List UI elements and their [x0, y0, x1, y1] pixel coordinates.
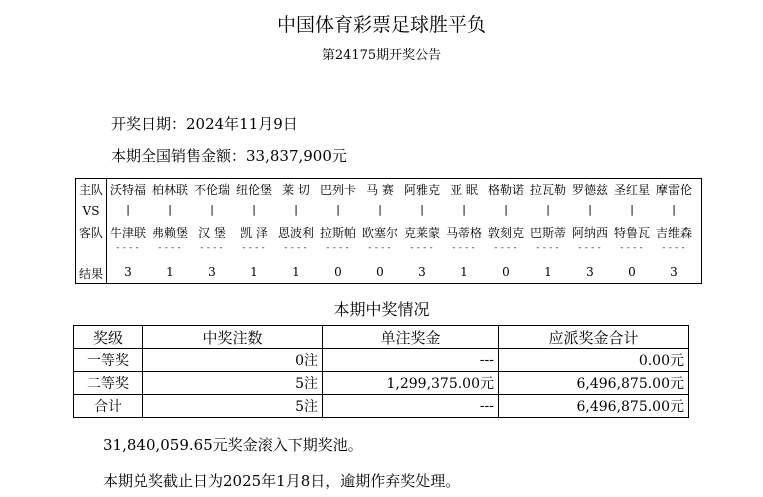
- sales-amount: 本期全国销售金额：33,837,900元: [111, 147, 347, 165]
- winner-count: 0注: [143, 349, 323, 372]
- match-table-header-column: [76, 179, 107, 283]
- match-result: 1: [250, 265, 258, 279]
- away-team: 汉 堡: [198, 226, 226, 240]
- separator-line: ----: [577, 243, 603, 253]
- match-column: [569, 179, 611, 283]
- match-column: [275, 179, 317, 283]
- home-team: 摩雷伦: [655, 183, 692, 197]
- home-team: 巴列卡: [319, 183, 356, 197]
- match-column: [401, 179, 443, 283]
- match-column: [233, 179, 275, 283]
- unit-prize: ---: [323, 395, 499, 418]
- match-result: 3: [124, 265, 132, 279]
- vs-separator: |: [502, 203, 510, 216]
- vs-separator: |: [544, 203, 552, 216]
- separator-line: ----: [325, 243, 351, 253]
- match-result: 0: [628, 265, 636, 279]
- issue-subtitle: 第24175期开奖公告: [321, 48, 442, 63]
- separator-line: ----: [367, 243, 393, 253]
- home-team: 柏林联: [151, 183, 188, 197]
- home-team: 马 赛: [366, 183, 394, 197]
- prize-level: 二等奖: [74, 372, 143, 395]
- vs-separator: |: [418, 203, 426, 216]
- winner-count: 5注: [143, 395, 323, 418]
- home-team: 亚 眠: [450, 183, 478, 197]
- match-column: [485, 179, 527, 283]
- draw-date: 开奖日期：2024年11月9日: [111, 115, 298, 133]
- separator-line: ----: [535, 243, 561, 253]
- separator-line: ----: [241, 243, 267, 253]
- match-column: [191, 179, 233, 283]
- separator-line: ----: [493, 243, 519, 253]
- unit-prize: ---: [323, 349, 499, 372]
- page-title: 中国体育彩票足球胜平负: [276, 14, 486, 36]
- separator-line: ----: [283, 243, 309, 253]
- header-count: 中奖注数: [143, 326, 323, 349]
- match-result: 1: [292, 265, 300, 279]
- match-column: [611, 179, 653, 283]
- prize-table-header: [74, 326, 689, 349]
- home-team: 圣红星: [613, 183, 650, 197]
- header-level: 奖级: [74, 326, 143, 349]
- total-prize: 0.00元: [499, 349, 689, 372]
- home-team: 阿雅克: [403, 183, 440, 197]
- match-result: 3: [208, 265, 216, 279]
- separator-line: ----: [199, 243, 225, 253]
- match-result: 0: [376, 265, 384, 279]
- match-column: [149, 179, 191, 283]
- away-team: 凯 泽: [240, 226, 268, 240]
- away-team: 克莱蒙: [403, 226, 440, 240]
- vs-separator: |: [628, 203, 636, 216]
- unit-prize: 1,299,375.00元: [323, 372, 499, 395]
- match-result: 0: [334, 265, 342, 279]
- match-column: [527, 179, 569, 283]
- match-result: 3: [418, 265, 426, 279]
- vs-separator: |: [166, 203, 174, 216]
- separator-line: ----: [115, 243, 141, 253]
- prize-level: 一等奖: [74, 349, 143, 372]
- separator-line: ----: [661, 243, 687, 253]
- prize-section-title: 本期中奖情况: [333, 300, 430, 319]
- match-result: 1: [544, 265, 552, 279]
- table-row: [74, 395, 689, 418]
- match-table: [75, 178, 702, 284]
- match-result: 3: [586, 265, 594, 279]
- match-result: 3: [670, 265, 678, 279]
- vs-separator: |: [250, 203, 258, 216]
- home-team: 格勒诺: [487, 183, 524, 197]
- match-result: 1: [166, 265, 174, 279]
- prize-table: [73, 325, 689, 418]
- result-label: 结果: [78, 267, 103, 281]
- redemption-deadline: 本期兑奖截止日为2025年1月8日，逾期作弃奖处理。: [103, 472, 461, 490]
- away-team: 巴斯蒂: [529, 226, 566, 240]
- separator-line: ----: [157, 243, 183, 253]
- table-row: [74, 349, 689, 372]
- table-row: [74, 372, 689, 395]
- vs-separator: |: [670, 203, 678, 216]
- separator-line: ----: [451, 243, 477, 253]
- header-unit-prize: 单注奖金: [323, 326, 499, 349]
- match-column: [359, 179, 401, 283]
- away-team: 特鲁瓦: [613, 226, 650, 240]
- home-team: 莱 切: [282, 183, 310, 197]
- match-column: [317, 179, 359, 283]
- home-team: 罗德兹: [571, 183, 608, 197]
- away-team: 敦刻克: [487, 226, 524, 240]
- vs-separator: |: [292, 203, 300, 216]
- away-team: 吉维森: [655, 226, 692, 240]
- match-result: 1: [460, 265, 468, 279]
- away-team: 欧塞尔: [361, 226, 398, 240]
- away-team-label: 客队: [78, 226, 103, 240]
- match-column: [107, 179, 149, 283]
- home-team: 不伦瑞: [193, 183, 230, 197]
- vs-separator: |: [460, 203, 468, 216]
- home-team: 沃特福: [109, 183, 146, 197]
- vs-separator: |: [334, 203, 342, 216]
- vs-separator: |: [208, 203, 216, 216]
- home-team-label: 主队: [78, 183, 103, 197]
- header-total-prize: 应派奖金合计: [499, 326, 689, 349]
- winner-count: 5注: [143, 372, 323, 395]
- away-team: 拉斯帕: [319, 226, 356, 240]
- total-prize: 6,496,875.00元: [499, 395, 689, 418]
- away-team: 恩波利: [277, 226, 314, 240]
- away-team: 牛津联: [109, 226, 146, 240]
- vs-separator: |: [376, 203, 384, 216]
- home-team: 拉瓦勒: [529, 183, 566, 197]
- vs-label: VS: [82, 204, 100, 218]
- away-team: 阿纳西: [571, 226, 608, 240]
- match-column: [443, 179, 485, 283]
- rollover-note: 31,840,059.65元奖金滚入下期奖池。: [103, 436, 363, 454]
- match-result: 0: [502, 265, 510, 279]
- match-column: [653, 179, 695, 283]
- away-team: 弗赖堡: [151, 226, 188, 240]
- separator-line: ----: [409, 243, 435, 253]
- separator-line: ----: [619, 243, 645, 253]
- total-prize: 6,496,875.00元: [499, 372, 689, 395]
- home-team: 纽伦堡: [235, 183, 272, 197]
- vs-separator: |: [124, 203, 132, 216]
- prize-level: 合计: [74, 395, 143, 418]
- vs-separator: |: [586, 203, 594, 216]
- away-team: 马蒂格: [445, 226, 482, 240]
